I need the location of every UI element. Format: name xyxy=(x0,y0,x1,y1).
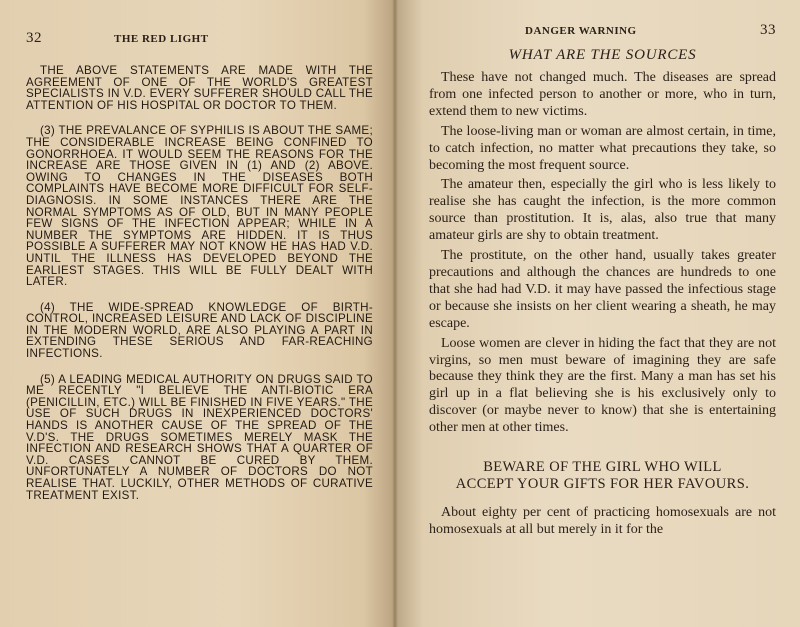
right-running-head xyxy=(429,22,776,39)
beware-heading-line: BEWARE OF THE GIRL WHO WILL xyxy=(483,459,722,476)
left-page-body xyxy=(26,65,373,501)
right-running-title: DANGER WARNING xyxy=(525,25,637,37)
left-running-head xyxy=(26,30,373,47)
left-paragraph: (4) THE WIDE-SPREAD KNOWLEDGE OF BIRTH-CONTROL, INCREASED LEISURE AND LACK OF DISCIPLINE IN THE MODERN WORLD, ARE ALSO PLAYING A PART IN EXTENDING THESE SERIOUS AND FAR-REACHING INFECTIONS. xyxy=(26,300,373,361)
right-paragraph: The prostitute, on the other hand, usually takes greater precautions and although the chances are hundreds to one that she had had V.D. it may have passed the infectious stage or because she insists on her client wearing a sheath, he may escape. xyxy=(429,248,776,331)
beware-heading-line: ACCEPT YOUR GIFTS FOR HER FAVOURS. xyxy=(455,476,750,493)
right-paragraph: The loose-living man or woman are almost certain, in time, to catch infection, no matter what precautions they take, so becoming the most frequent source. xyxy=(429,123,776,173)
left-paragraph: (3) THE PREVALANCE OF SYPHILIS IS ABOUT THE SAME; THE CONSIDERABLE INCREASE BEING CONFINED TO GONORRHOEA. IT WOULD SEEM THE REASONS FOR THE INCREASE ARE THOSE GIVEN IN (1) AND (2) ABOVE. OWING TO CHANGES IN THE DISEASES BOTH COMPLAINTS HAVE BECOME MORE DIFFICULT FOR SELF-DIAGNOSIS. IN SOME INSTANCES THERE ARE THE NORMAL SYMPTOMS AS OF OLD, BUT IN MANY PEOPLE FEW SIGNS OF THE INFECTION APPEAR; WHILE IN A NUMBER THE SYMPTOMS ARE HIDDEN. IT IS THUS POSSIBLE A SUFFERER MAY NOT KNOW HE HAS HAD V.D. UNTIL THE ILLNESS HAS DEVELOPED BEYOND THE EARLIEST STAGES. THIS WILL BE FULLY DEALT WITH LATER. xyxy=(26,124,373,289)
left-paragraph: THE ABOVE STATEMENTS ARE MADE WITH THE AGREEMENT OF ONE OF THE WORLD'S GREATEST SPECIALISTS IN V.D. EVERY SUFFERER SHOULD CALL THE ATTENTION OF HIS HOSPITAL OR DOCTOR TO THEM. xyxy=(26,64,373,112)
right-page xyxy=(395,0,800,627)
book-gutter xyxy=(392,0,398,627)
right-paragraph: About eighty per cent of practicing homosexuals are not homosexuals at all but merely in it for the xyxy=(429,505,776,537)
right-paragraph: These have not changed much. The diseases are spread from one infected person to another or more, who in turn, extend them to new victims. xyxy=(429,70,776,119)
beware-heading xyxy=(429,459,776,493)
section-title: WHAT ARE THE SOURCES xyxy=(508,47,697,63)
left-running-title: THE RED LIGHT xyxy=(114,33,209,45)
left-page-number: 32 xyxy=(26,30,42,46)
right-page-tail xyxy=(429,505,776,539)
left-page xyxy=(0,0,395,627)
left-paragraph: (5) A LEADING MEDICAL AUTHORITY ON DRUGS SAID TO ME RECENTLY "I BELIEVE THE ANTI-BIOTIC ERA (PENICILLIN, ETC.) WILL BE FINISHED IN FIVE YEARS." THE USE OF SUCH DRUGS IN INEXPERIENCED DOCTORS' HANDS IS ANOTHER CAUSE OF THE SPREAD OF THE V.D'S. THE DRUGS SOMETIMES MERELY MASK THE INFECTION AND RESEARCH SHOWS THAT A QUARTER OF V.D. CASES CANNOT BE CURED BY THEM. UNFORTUNATELY A NUMBER OF DOCTORS DO NOT REALISE THAT. LUCKILY, OTHER METHODS OF CURATIVE TREATMENT EXIST. xyxy=(26,372,373,502)
right-page-body xyxy=(429,70,776,437)
right-page-number: 33 xyxy=(760,22,776,38)
right-paragraph: Loose women are clever in hiding the fact that they are not virgins, so men must beware of imagining they are safe because they think they are the first. Many a man has set his girl up in a flat believing she is his exclusively only to discover (or maybe never to know) that she is entertaining other men at other times. xyxy=(429,335,776,436)
right-paragraph: The amateur then, especially the girl who is less likely to realise she has caught the infection, is the more common source than prostitution. It is, alas, also true that many amateur girls are shy to obtain treatment. xyxy=(429,177,776,244)
